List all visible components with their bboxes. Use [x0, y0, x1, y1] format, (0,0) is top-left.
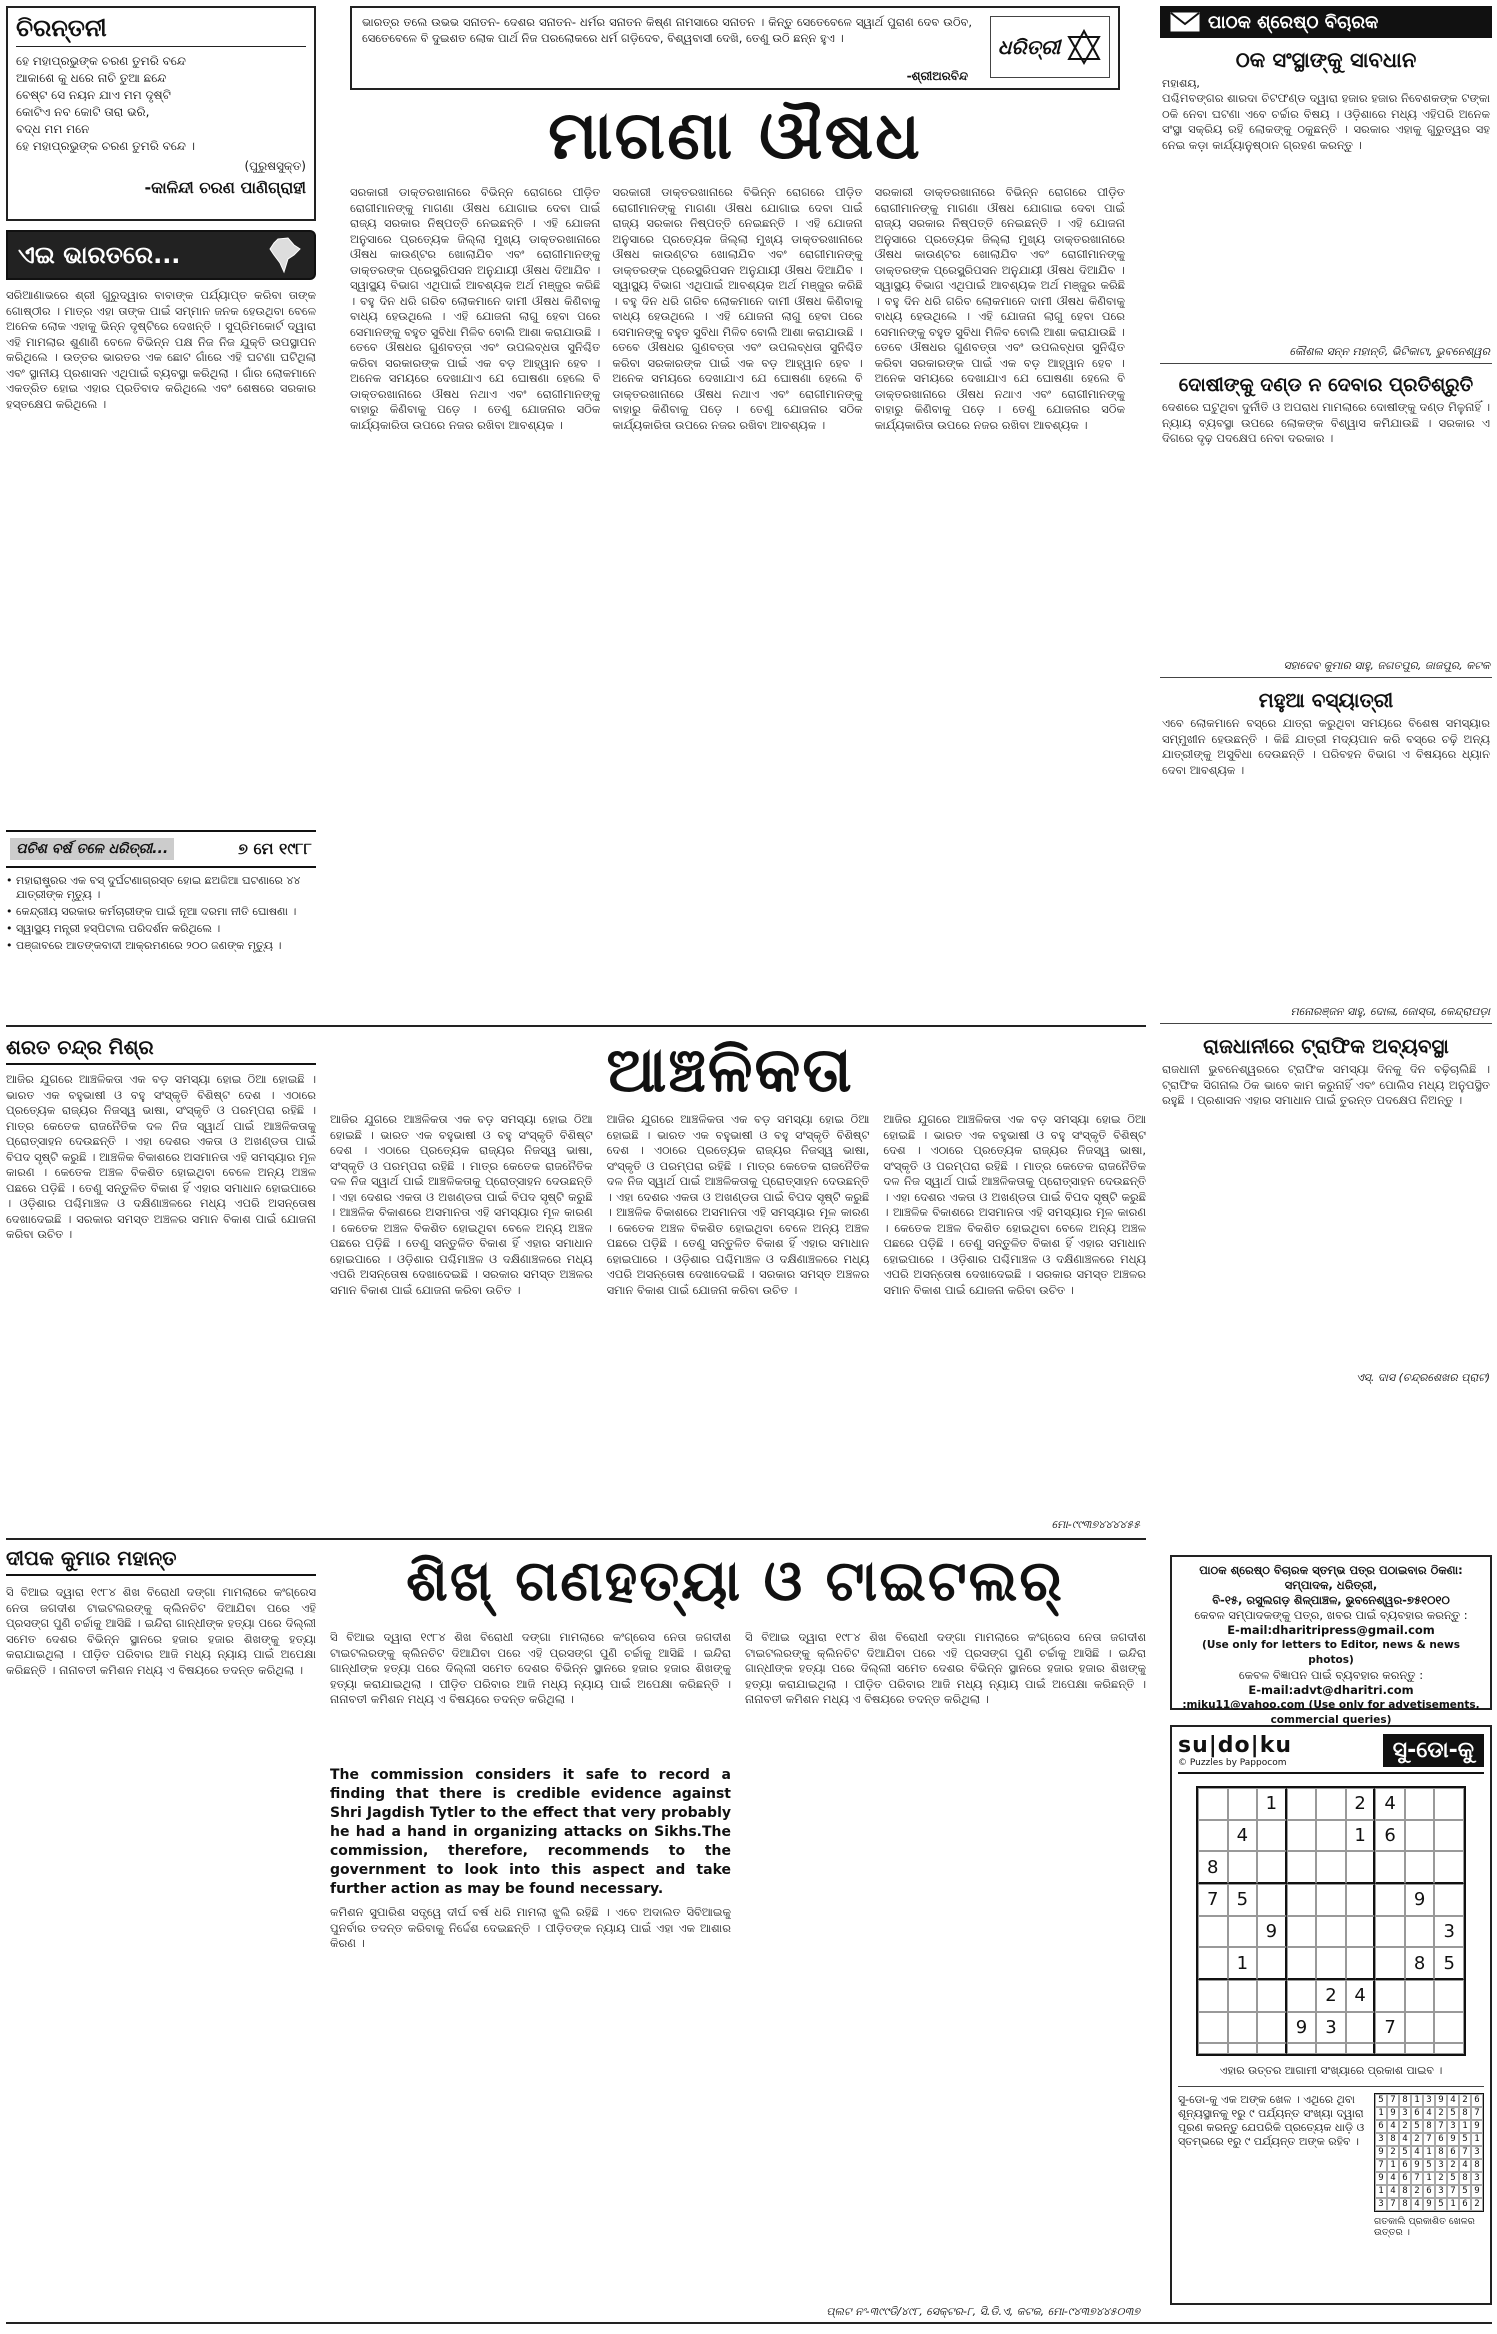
- solution-cell: 4: [1399, 2133, 1411, 2146]
- quote-author: -ଶ୍ରୀଅରବିନ୍ଦ: [906, 69, 968, 83]
- sudoku-cell[interactable]: [1257, 1884, 1287, 1916]
- ei-bharatare-body: ସରିଆଣାଭରେ ଶ୍ରୀ ଗୁରୁଦ୍ୱାର ବାବାଙ୍କ ପର୍ଯ୍ୟାପ୍ତ କରିବା ତାଙ୍କ ଗୋଷ୍ଠୀର । ମାତ୍ର ଏହା ତାଙ୍କ ପାଇଁ ସମ୍ମାନ ଜନକ ହେଉଥିବା ବେଳେ ଅନେକ ଲୋକ ଏହାକୁ ଭିନ୍ନ ଦୃଷ୍ଟିରେ ଦେଖନ୍ତି । ସୁପ୍ରିମକୋର୍ଟ ଦ୍ୱାରା ଏହି ମାମଲାର ଶୁଣାଣି ବେଳେ ବିଭିନ୍ନ ପକ୍ଷ ନିଜ ନିଜ ଯୁକ୍ତି ଉପସ୍ଥାପନ କରିଥିଲେ । ଉତ୍ତର ଭାରତର ଏକ ଛୋଟ ଗାଁରେ ଏହି ଘଟଣା ଘଟିଥିଲା ଏବଂ ସ୍ଥାନୀୟ ପ୍ରଶାସନ ଏଥିପାଇଁ ବ୍ୟବସ୍ଥା କରିଥିଲା । ଗାଁର ଲୋକମାନେ ଏକତ୍ରିତ ହୋଇ ଏହାର ପ୍ରତିବାଦ କରିଥିଲେ ଏବଂ ଶେଷରେ ସରକାର ହସ୍ତକ୍ଷେପ କରିଥିଲେ ।: [6, 288, 316, 411]
- sudoku-cell[interactable]: [1316, 1884, 1346, 1916]
- sudoku-cell[interactable]: [1375, 1980, 1405, 2012]
- solution-cell: 5: [1375, 2094, 1387, 2107]
- solution-cell: 1: [1423, 2172, 1435, 2185]
- chirantani-author: -କାଳିନ୍ଦୀ ଚରଣ ପାଣିଗ୍ରାହୀ: [144, 178, 306, 197]
- sudoku-cell[interactable]: [1405, 1980, 1435, 2012]
- poem-line: ଆକାଶେ କୁ ଧରେ ନାଚି ତୁଆ ଛନ୍ଦେ: [16, 71, 167, 85]
- sudoku-cell[interactable]: [1198, 1980, 1228, 2012]
- letter-body: ପଶ୍ଚିମବଙ୍ଗର ଶାରଦା ଚିଟଫଣ୍ଡ ଦ୍ୱାରା ହଜାର ହଜାର ନିବେଶକଙ୍କ ଟଙ୍କା ଠକି ନେବା ଘଟଣା ଏବେ ଚର୍ଚ୍ଚାର ବିଷୟ । ଓଡ଼ିଶାରେ ମଧ୍ୟ ଏହିପରି ଅନେକ ସଂସ୍ଥା ସକ୍ରିୟ ରହି ଲୋକଙ୍କୁ ଠକୁଛନ୍ତି । ସରକାର ଏହାକୁ ଗୁରୁତ୍ୱର ସହ ନେଇ କଡ଼ା କାର୍ଯ୍ୟାନୁଷ୍ଠାନ ଗ୍ରହଣ କରନ୍ତୁ ।: [1162, 91, 1490, 152]
- sudoku-cell[interactable]: 5: [1228, 1884, 1258, 1916]
- list-item: • କେନ୍ଦ୍ରୀୟ ସରକାର କର୍ମଚାରୀଙ୍କ ପାଇଁ ନୂଆ ଦରମା ନୀତି ଘୋଷଣା ।: [6, 905, 316, 919]
- quote-box: [350, 6, 1120, 90]
- solution-cell: 5: [1459, 2133, 1471, 2146]
- sudoku-cell[interactable]: [1405, 1820, 1435, 1852]
- sudoku-cell[interactable]: 8: [1405, 1947, 1435, 1980]
- solution-cell: 7: [1471, 2107, 1483, 2120]
- article-column: ଆଜିର ଯୁଗରେ ଆଞ୍ଚଳିକତା ଏକ ବଡ଼ ସମସ୍ୟା ହୋଇ ଠିଆ ହୋଇଛି । ଭାରତ ଏକ ବହୁଭାଷୀ ଓ ବହୁ ସଂସ୍କୃତି ବିଶିଷ୍ଟ ଦେଶ । ଏଠାରେ ପ୍ରତ୍ୟେକ ରାଜ୍ୟର ନିଜସ୍ୱ ଭାଷା, ସଂସ୍କୃତି ଓ ପରମ୍ପରା ରହିଛି । ମାତ୍ର କେତେକ ରାଜନୈତିକ ଦଳ ନିଜ ସ୍ୱାର୍ଥ ପାଇଁ ଆଞ୍ଚଳିକତାକୁ ପ୍ରୋତ୍ସାହନ ଦେଉଛନ୍ତି । ଏହା ଦେଶର ଏକତା ଓ ଅଖଣ୍ଡତା ପାଇଁ ବିପଦ ସୃଷ୍ଟି କରୁଛି । ଆଞ୍ଚଳିକ ବିକାଶରେ ଅସମାନତା ଏହି ସମସ୍ୟାର ମୂଳ କାରଣ । କେତେକ ଅଞ୍ଚଳ ବିକଶିତ ହୋଇଥିବା ବେଳେ ଅନ୍ୟ ଅଞ୍ଚଳ ପଛରେ ପଡ଼ିଛି । ତେଣୁ ସନ୍ତୁଳିତ ବିକାଶ ହିଁ ଏହାର ସମାଧାନ ହୋଇପାରେ । ଓଡ଼ିଶାର ପଶ୍ଚିମାଞ୍ଚଳ ଓ ଦକ୍ଷିଣାଞ୍ଚଳରେ ମଧ୍ୟ ଏପରି ଅସନ୍ତୋଷ ଦେଖାଦେଇଛି । ସରକାର ସମସ୍ତ ଅଞ୍ଚଳର ସମାନ ବିକାଶ ପାଇଁ ଯୋଜନା କରିବା ଉଚିତ ।: [330, 1112, 593, 1297]
- solution-cell: 4: [1387, 2185, 1399, 2198]
- solution-cell: 6: [1411, 2107, 1423, 2120]
- sudoku-cell[interactable]: [1198, 2012, 1228, 2044]
- article-column: ସରକାରୀ ଡାକ୍ତରଖାନାରେ ବିଭିନ୍ନ ରୋଗରେ ପୀଡ଼ିତ ରୋଗୀମାନଙ୍କୁ ମାଗଣା ଔଷଧ ଯୋଗାଇ ଦେବା ପାଇଁ ରାଜ୍ୟ ସରକାର ନିଷ୍ପତ୍ତି ନେଇଛନ୍ତି । ଏହି ଯୋଜନା ଅନୁସାରେ ପ୍ରତ୍ୟେକ ଜିଲ୍ଲା ମୁଖ୍ୟ ଡାକ୍ତରଖାନାରେ ଔଷଧ କାଉଣ୍ଟର ଖୋଲାଯିବ ଏବଂ ରୋଗୀମାନଙ୍କୁ ଡାକ୍ତରଙ୍କ ପ୍ରେସ୍କ୍ରିପସନ ଅନୁଯାୟୀ ଔଷଧ ଦିଆଯିବ । ସ୍ୱାସ୍ଥ୍ୟ ବିଭାଗ ଏଥିପାଇଁ ଆବଶ୍ୟକ ଅର୍ଥ ମଞ୍ଜୁର କରିଛି । ବହୁ ଦିନ ଧରି ଗରିବ ଲୋକମାନେ ଦାମୀ ଔଷଧ କିଣିବାକୁ ବାଧ୍ୟ ହେଉଥିଲେ । ଏହି ଯୋଜନା ଲାଗୁ ହେବା ପରେ ସେମାନଙ୍କୁ ବହୁତ ସୁବିଧା ମିଳିବ ବୋଲି ଆଶା କରାଯାଉଛି । ତେବେ ଔଷଧର ଗୁଣବତ୍ତା ଏବଂ ଉପଲବ୍ଧତା ସୁନିଶ୍ଚିତ କରିବା ସରକାରଙ୍କ ପାଇଁ ଏକ ବଡ଼ ଆହ୍ୱାନ ହେବ । ଅନେକ ସମୟରେ ଦେଖାଯାଏ ଯେ ଘୋଷଣା ହେଲେ ବି ଡାକ୍ତରଖାନାରେ ଔଷଧ ନଥାଏ ଏବଂ ରୋଗୀମାନଙ୍କୁ ବାହାରୁ କିଣିବାକୁ ପଡ଼େ । ତେଣୁ ଯୋଜନାର ସଠିକ କାର୍ଯ୍ୟକାରିତା ଉପରେ ନଜର ରଖିବା ଆବଶ୍ୟକ ।: [350, 185, 601, 432]
- sudoku-rules: ସୁ-ଡୋ-କୁ ଏକ ଅଙ୍କ ଖେଳ । ଏଥିରେ ଥିବା ଶୂନ୍ୟସ୍ଥାନକୁ ୧ରୁ ୯ ପର୍ଯ୍ୟନ୍ତ ସଂଖ୍ୟା ଦ୍ୱାରା ପୂରଣ କରନ୍ତୁ ଯେପରିକି ପ୍ରତ୍ୟେକ ଧାଡ଼ି ଓ ସ୍ତମ୍ଭରେ ୧ରୁ ୯ ପର୍ଯ୍ୟନ୍ତ ଅଙ୍କ ରହିବ ।: [1178, 2093, 1365, 2148]
- sudoku-cell[interactable]: [1287, 1916, 1317, 1948]
- solution-cell: 3: [1375, 2133, 1387, 2146]
- solution-cell: 4: [1459, 2159, 1471, 2172]
- sudoku-cell[interactable]: [1316, 1788, 1346, 1820]
- quote-text: ଭାରତ୍ର ତଲେ ଉଭଭ ସନାତନ- ଦେଶର ସନାତନ- ଧର୍ମର ସନାତନ କିଷ୍ଣ ନାମସାରେ ସନାତନ । କିନ୍ତୁ ସେତେବେଳେ ସ୍ୱାର୍ଥ ପୁରାଣ ଦେବ ଉଠିବ, ସେତେବେଳେ ବି ଦୁଇଶତ ଲୋକ ପାର୍ଥ ନିଜ ପରଲୋକରେ ଧର୍ମ ଗଡ଼ିଦେବ, ବିଶ୍ୱବାସୀ ଦେଖି, ତେଣୁ ଉଠି ଛନ୍ନ ହୁଏ ।: [362, 15, 972, 45]
- sudoku-cell[interactable]: [1346, 1916, 1376, 1948]
- section-divider: [6, 1025, 1146, 1027]
- anchalikata-headline: ଆଞ୍ଚଳିକତା: [606, 1033, 854, 1106]
- solution-cell: 2: [1471, 2198, 1483, 2211]
- sudoku-cell[interactable]: 1: [1257, 1788, 1287, 1820]
- list-item: • ପଞ୍ଜାବରେ ଆତଙ୍କବାଦୀ ଆକ୍ରମଣରେ ୨୦୦ ଜଣଙ୍କ ମୃତ୍ୟୁ ।: [6, 939, 316, 953]
- solution-cell: 3: [1435, 2185, 1447, 2198]
- sudoku-cell[interactable]: [1257, 1820, 1287, 1852]
- letter-salutation: ମହାଶୟ,: [1162, 77, 1200, 90]
- article-column: କମିଶନ ସୁପାରିଶ ସତ୍ତ୍ୱେ ଦୀର୍ଘ ବର୍ଷ ଧରି ମାମଲା ଝୁଲି ରହିଛି । ଏବେ ଅଦାଲତ ସିବିଆଇକୁ ପୁନର୍ବାର ତଦନ୍ତ କରିବାକୁ ନିର୍ଦ୍ଦେଶ ଦେଇଛନ୍ତି । ପୀଡ଼ିତଙ୍କ ନ୍ୟାୟ ପାଇଁ ଏହା ଏକ ଆଶାର କିରଣ ।: [330, 1905, 731, 1950]
- solution-cell: 6: [1399, 2159, 1411, 2172]
- main-headline: ମାଗଣା ଔଷଧ: [548, 97, 922, 174]
- sudoku-cell[interactable]: [1346, 2043, 1376, 2054]
- sudoku-cell[interactable]: 6: [1375, 1820, 1405, 1852]
- sudoku-cell[interactable]: [1375, 1851, 1405, 1884]
- solution-cell: 6: [1459, 2198, 1471, 2211]
- sudoku-header: [1178, 1733, 1484, 1774]
- sudoku-cell[interactable]: [1316, 1851, 1346, 1884]
- solution-cell: 6: [1471, 2094, 1483, 2107]
- section-divider: [6, 1538, 1146, 1540]
- letter-block: [1160, 38, 1492, 363]
- solution-cell: 5: [1399, 2146, 1411, 2159]
- english-quote: The commission considers it safe to record a finding that there is credible evidence against Shri Jagdish Tytler to the effect that very probably he had a hand in organizing attacks on Sikhs.The commission, therefore, recommends to the government to look into this aspect and take further action as may be found necessary.: [330, 1767, 731, 1897]
- sudoku-cell[interactable]: [1405, 2043, 1435, 2054]
- magana-body: [350, 185, 1125, 1020]
- address-line: କେବଳ ସମ୍ପାଦକଙ୍କୁ ପତ୍ର, ଖବର ପାଇଁ ବ୍ୟବହାର କରନ୍ତୁ :: [1194, 1608, 1468, 1622]
- sudoku-cell[interactable]: [1405, 1851, 1435, 1884]
- solution-cell: 4: [1423, 2107, 1435, 2120]
- panchisha-date: ୭ ମେ ୧୯୮୮: [238, 839, 312, 858]
- address-line: ସମ୍ପାଦକ, ଧରିତ୍ରୀ,: [1284, 1578, 1378, 1592]
- solution-cell: 1: [1387, 2159, 1399, 2172]
- sudoku-cell[interactable]: 2: [1346, 1788, 1376, 1820]
- sudoku-cell[interactable]: 7: [1375, 2012, 1405, 2044]
- sudoku-cell[interactable]: 4: [1346, 1980, 1376, 2012]
- solution-cell: 8: [1387, 2133, 1399, 2146]
- solution-cell: 6: [1423, 2185, 1435, 2198]
- solution-cell: 6: [1375, 2120, 1387, 2133]
- sudoku-grid: [1196, 1786, 1466, 2056]
- panchisha-list: [6, 874, 316, 953]
- sudoku-cell[interactable]: [1198, 1947, 1228, 1980]
- sudoku-cell[interactable]: [1346, 1884, 1376, 1916]
- envelope-icon: [1170, 12, 1200, 32]
- sudoku-cell[interactable]: [1434, 1980, 1464, 2012]
- ei-bharatare-ribbon: [6, 230, 316, 280]
- solution-cell: 9: [1375, 2146, 1387, 2159]
- solution-cell: 3: [1447, 2120, 1459, 2133]
- sudoku-cell[interactable]: 4: [1375, 1788, 1405, 1820]
- solution-cell: 7: [1387, 2198, 1399, 2211]
- solution-cell: 7: [1411, 2172, 1423, 2185]
- sudoku-cell[interactable]: [1405, 1788, 1435, 1820]
- letter-author: ମନୋରଞ୍ଜନ ସାହୁ, ଦୋଳା, ଜୋସ୍ତା, କେନ୍ଦ୍ରାପଡ଼ା: [1290, 1005, 1490, 1018]
- sudoku-cell[interactable]: [1434, 2043, 1464, 2054]
- sudoku-box: [1170, 1725, 1492, 2305]
- panchisha-label: ପଚିଶ ବର୍ଷ ତଳେ ଧରିତ୍ରୀ...: [10, 838, 174, 860]
- article-column: ସରକାରୀ ଡାକ୍ତରଖାନାରେ ବିଭିନ୍ନ ରୋଗରେ ପୀଡ଼ିତ ରୋଗୀମାନଙ୍କୁ ମାଗଣା ଔଷଧ ଯୋଗାଇ ଦେବା ପାଇଁ ରାଜ୍ୟ ସରକାର ନିଷ୍ପତ୍ତି ନେଇଛନ୍ତି । ଏହି ଯୋଜନା ଅନୁସାରେ ପ୍ରତ୍ୟେକ ଜିଲ୍ଲା ମୁଖ୍ୟ ଡାକ୍ତରଖାନାରେ ଔଷଧ କାଉଣ୍ଟର ଖୋଲାଯିବ ଏବଂ ରୋଗୀମାନଙ୍କୁ ଡାକ୍ତରଙ୍କ ପ୍ରେସ୍କ୍ରିପସନ ଅନୁଯାୟୀ ଔଷଧ ଦିଆଯିବ । ସ୍ୱାସ୍ଥ୍ୟ ବିଭାଗ ଏଥିପାଇଁ ଆବଶ୍ୟକ ଅର୍ଥ ମଞ୍ଜୁର କରିଛି । ବହୁ ଦିନ ଧରି ଗରିବ ଲୋକମାନେ ଦାମୀ ଔଷଧ କିଣିବାକୁ ବାଧ୍ୟ ହେଉଥିଲେ । ଏହି ଯୋଜନା ଲାଗୁ ହେବା ପରେ ସେମାନଙ୍କୁ ବହୁତ ସୁବିଧା ମିଳିବ ବୋଲି ଆଶା କରାଯାଉଛି । ତେବେ ଔଷଧର ଗୁଣବତ୍ତା ଏବଂ ଉପଲବ୍ଧତା ସୁନିଶ୍ଚିତ କରିବା ସରକାରଙ୍କ ପାଇଁ ଏକ ବଡ଼ ଆହ୍ୱାନ ହେବ । ଅନେକ ସମୟରେ ଦେଖାଯାଏ ଯେ ଘୋଷଣା ହେଲେ ବି ଡାକ୍ତରଖାନାରେ ଔଷଧ ନଥାଏ ଏବଂ ରୋଗୀମାନଙ୍କୁ ବାହାରୁ କିଣିବାକୁ ପଡ଼େ । ତେଣୁ ଯୋଜନାର ସଠିକ କାର୍ଯ୍ୟକାରିତା ଉପରେ ନଜର ରଖିବା ଆବଶ୍ୟକ ।: [874, 185, 1125, 432]
- sudoku-cell[interactable]: 4: [1228, 1820, 1258, 1852]
- sudoku-cell[interactable]: [1434, 1851, 1464, 1884]
- sudoku-cell[interactable]: [1346, 1947, 1376, 1980]
- solution-cell: 3: [1435, 2159, 1447, 2172]
- solution-cell: 7: [1375, 2159, 1387, 2172]
- sudoku-cell[interactable]: [1287, 2043, 1317, 2054]
- sudoku-cell[interactable]: [1257, 2043, 1287, 2054]
- sudoku-cell[interactable]: 5: [1434, 1947, 1464, 1980]
- chirantani-title: ଚିରନ୍ତନୀ: [16, 14, 306, 47]
- address-line: କେବଳ ବିଜ୍ଞାପନ ପାଇଁ ବ୍ୟବହାର କରନ୍ତୁ :: [1238, 1668, 1424, 1682]
- solution-cell: 9: [1471, 2120, 1483, 2133]
- paper-logo: [990, 16, 1110, 78]
- solution-cell: 5: [1435, 2198, 1447, 2211]
- solution-cell: 3: [1471, 2172, 1483, 2185]
- solution-cell: 3: [1471, 2146, 1483, 2159]
- solution-cell: 2: [1447, 2159, 1459, 2172]
- sudoku-cell[interactable]: 3: [1316, 2012, 1346, 2044]
- article-column: ସି ବିଆଇ ଦ୍ୱାରା ୧୯୮୪ ଶିଖ ବିରୋଧୀ ଦଙ୍ଗା ମାମଲାରେ କଂଗ୍ରେସ ନେତା ଜଗଦୀଶ ଟାଇଟଲରଙ୍କୁ କ୍ଲିନଚିଟ ଦିଆଯିବା ପରେ ଏହି ପ୍ରସଙ୍ଗ ପୁଣି ଚର୍ଚ୍ଚାକୁ ଆସିଛି । ଇନ୍ଦିରା ଗାନ୍ଧୀଙ୍କ ହତ୍ୟା ପରେ ଦିଲ୍ଲୀ ସମେତ ଦେଶର ବିଭିନ୍ନ ସ୍ଥାନରେ ହଜାର ହଜାର ଶିଖଙ୍କୁ ହତ୍ୟା କରାଯାଇଥିଲା । ପୀଡ଼ିତ ପରିବାର ଆଜି ମଧ୍ୟ ନ୍ୟାୟ ପାଇଁ ଅପେକ୍ଷା କରିଛନ୍ତି । ନାନାବତୀ କମିଶନ ମଧ୍ୟ ଏ ବିଷୟରେ ତଦନ୍ତ କରିଥିଲା ।: [330, 1630, 731, 1706]
- address-heading: ପାଠକ ଶ୍ରେଷ୍ଠ ବିଚାରକ ସ୍ତମ୍ଭ ପତ୍ର ପଠାଇବାର ଠିକଣା:: [1199, 1563, 1463, 1577]
- sudoku-cell[interactable]: [1375, 2043, 1405, 2054]
- article-column: ସି ବିଆଇ ଦ୍ୱାରା ୧୯୮୪ ଶିଖ ବିରୋଧୀ ଦଙ୍ଗା ମାମଲାରେ କଂଗ୍ରେସ ନେତା ଜଗଦୀଶ ଟାଇଟଲରଙ୍କୁ କ୍ଲିନଚିଟ ଦିଆଯିବା ପରେ ଏହି ପ୍ରସଙ୍ଗ ପୁଣି ଚର୍ଚ୍ଚାକୁ ଆସିଛି । ଇନ୍ଦିରା ଗାନ୍ଧୀଙ୍କ ହତ୍ୟା ପରେ ଦିଲ୍ଲୀ ସମେତ ଦେଶର ବିଭିନ୍ନ ସ୍ଥାନରେ ହଜାର ହଜାର ଶିଖଙ୍କୁ ହତ୍ୟା କରାଯାଇଥିଲା । ପୀଡ଼ିତ ପରିବାର ଆଜି ମଧ୍ୟ ନ୍ୟାୟ ପାଇଁ ଅପେକ୍ଷା କରିଛନ୍ତି । ନାନାବତୀ କମିଶନ ମଧ୍ୟ ଏ ବିଷୟରେ ତଦନ୍ତ କରିଥିଲା ।: [745, 1630, 1146, 1706]
- sudoku-cell[interactable]: [1228, 1980, 1258, 2012]
- sudoku-cell[interactable]: [1316, 2043, 1346, 2054]
- solution-cell: 3: [1423, 2094, 1435, 2107]
- sikh-contact: ପ୍ଲଟ ନଂ-୩୯୯ଡି/୪୯୮, ସେକ୍ଟର-୮, ସି.ଡି.ଏ, କଟକ, ମୋ-୯୪୩୭୪୪୫୦୩୭: [826, 2305, 1140, 2318]
- editor-email-link[interactable]: E-mail:dharitripress@gmail.com: [1227, 1623, 1435, 1637]
- sikh-body: [6, 1585, 1146, 2300]
- sikh-author: ଦୀପକ କୁମାର ମହାନ୍ତ: [6, 1546, 316, 1576]
- chirantani-box: [6, 6, 316, 221]
- sudoku-answer-note: ଏହାର ଉତ୍ତର ଆଗାମୀ ସଂଖ୍ୟାରେ ପ୍ରକାଶ ପାଇବ ।: [1219, 2064, 1443, 2077]
- solution-cell: 2: [1411, 2133, 1423, 2146]
- letter-author: ସହାଦେବ କୁମାର ସାହୁ, ଜଗତପୁର, ଜାଜପୁର, କଟକ: [1283, 659, 1490, 672]
- sudoku-cell[interactable]: 8: [1198, 1851, 1228, 1884]
- sudoku-cell[interactable]: [1287, 1851, 1317, 1884]
- anchalikata-author: ଶରତ ଚନ୍ଦ୍ର ମିଶ୍ର: [6, 1035, 316, 1065]
- sudoku-bottom: [1178, 2086, 1484, 2253]
- solution-cell: 2: [1435, 2107, 1447, 2120]
- solution-cell: 9: [1387, 2107, 1399, 2120]
- solution-cell: 1: [1423, 2146, 1435, 2159]
- letter-heading: ଦୋଷୀଙ୍କୁ ଦଣ୍ଡ ନ ଦେବାର ପ୍ରତିଶ୍ରୁତି: [1178, 374, 1474, 396]
- solution-cell: 5: [1411, 2120, 1423, 2133]
- list-item: • ମହାରାଷ୍ଟ୍ରର ଏକ ବସ୍ ଦୁର୍ଘଟଣାଗ୍ରସ୍ତ ହୋଇ ଛଅଜିଆ ଘଟଣାରେ ୪୪ ଯାତ୍ରୀଙ୍କ ମୃତ୍ୟୁ ।: [6, 874, 316, 902]
- article-column: ଆଜିର ଯୁଗରେ ଆଞ୍ଚଳିକତା ଏକ ବଡ଼ ସମସ୍ୟା ହୋଇ ଠିଆ ହୋଇଛି । ଭାରତ ଏକ ବହୁଭାଷୀ ଓ ବହୁ ସଂସ୍କୃତି ବିଶିଷ୍ଟ ଦେଶ । ଏଠାରେ ପ୍ରତ୍ୟେକ ରାଜ୍ୟର ନିଜସ୍ୱ ଭାଷା, ସଂସ୍କୃତି ଓ ପରମ୍ପରା ରହିଛି । ମାତ୍ର କେତେକ ରାଜନୈତିକ ଦଳ ନିଜ ସ୍ୱାର୍ଥ ପାଇଁ ଆଞ୍ଚଳିକତାକୁ ପ୍ରୋତ୍ସାହନ ଦେଉଛନ୍ତି । ଏହା ଦେଶର ଏକତା ଓ ଅଖଣ୍ଡତା ପାଇଁ ବିପଦ ସୃଷ୍ଟି କରୁଛି । ଆଞ୍ଚଳିକ ବିକାଶରେ ଅସମାନତା ଏହି ସମସ୍ୟାର ମୂଳ କାରଣ । କେତେକ ଅଞ୍ଚଳ ବିକଶିତ ହୋଇଥିବା ବେଳେ ଅନ୍ୟ ଅଞ୍ଚଳ ପଛରେ ପଡ଼ିଛି । ତେଣୁ ସନ୍ତୁଳିତ ବିକାଶ ହିଁ ଏହାର ସମାଧାନ ହୋଇପାରେ । ଓଡ଼ିଶାର ପଶ୍ଚିମାଞ୍ଚଳ ଓ ଦକ୍ଷିଣାଞ୍ଚଳରେ ମଧ୍ୟ ଏପରି ଅସନ୍ତୋଷ ଦେଖାଦେଇଛି । ସରକାର ସମସ୍ତ ଅଞ୍ଚଳର ସମାନ ବିକାଶ ପାଇଁ ଯୋଜନା କରିବା ଉଚିତ ।: [883, 1112, 1147, 1297]
- sudoku-cell[interactable]: [1434, 1820, 1464, 1852]
- letter-author: କୌଶଲ ସନ୍ନ ମହାନ୍ତି, ଭିଟିକାଟା, ଭୁବନେଶ୍ୱର: [1289, 345, 1490, 358]
- ei-bharatare-section: [6, 230, 316, 1020]
- solution-grid: [1374, 2093, 1484, 2212]
- sudoku-cell[interactable]: [1257, 1980, 1287, 2012]
- sudoku-cell[interactable]: [1316, 1916, 1346, 1948]
- letter-block: [1160, 1023, 1492, 1389]
- solution-cell: 8: [1399, 2198, 1411, 2211]
- sudoku-brand-sub: © Puzzles by Pappocom: [1178, 1758, 1287, 1768]
- letter-heading: ରାଜଧାନୀରେ ଟ୍ରାଫିକ ଅବ୍ୟବସ୍ଥା: [1203, 1034, 1449, 1058]
- solution-cell: 3: [1399, 2107, 1411, 2120]
- star-logo-icon: [1066, 29, 1102, 65]
- pathaka-title: ପାଠକ ଶ୍ରେଷ୍ଠ ବିଚାରକ: [1208, 11, 1379, 33]
- sudoku-brand-block: [1178, 1733, 1292, 1768]
- solution-cell: 1: [1471, 2133, 1483, 2146]
- poem-line: ବେଷ୍ଟ ସେ ନୟନ ଯାଏ ମମ ଦୃଷ୍ଟି: [16, 88, 171, 102]
- solution-cell: 9: [1447, 2133, 1459, 2146]
- sudoku-cell[interactable]: [1405, 1916, 1435, 1948]
- sudoku-cell[interactable]: [1257, 1851, 1287, 1884]
- solution-block: [1374, 2093, 1484, 2253]
- solution-cell: 3: [1375, 2198, 1387, 2211]
- article-column: ସି ବିଆଇ ଦ୍ୱାରା ୧୯୮୪ ଶିଖ ବିରୋଧୀ ଦଙ୍ଗା ମାମଲାରେ କଂଗ୍ରେସ ନେତା ଜଗଦୀଶ ଟାଇଟଲରଙ୍କୁ କ୍ଲିନଚିଟ ଦିଆଯିବା ପରେ ଏହି ପ୍ରସଙ୍ଗ ପୁଣି ଚର୍ଚ୍ଚାକୁ ଆସିଛି । ଇନ୍ଦିରା ଗାନ୍ଧୀଙ୍କ ହତ୍ୟା ପରେ ଦିଲ୍ଲୀ ସମେତ ଦେଶର ବିଭିନ୍ନ ସ୍ଥାନରେ ହଜାର ହଜାର ଶିଖଙ୍କୁ ହତ୍ୟା କରାଯାଇଥିଲା । ପୀଡ଼ିତ ପରିବାର ଆଜି ମଧ୍ୟ ନ୍ୟାୟ ପାଇଁ ଅପେକ୍ଷା କରିଛନ୍ତି । ନାନାବତୀ କମିଶନ ମଧ୍ୟ ଏ ବିଷୟରେ ତଦନ୍ତ କରିଥିଲା ।: [6, 1585, 316, 1677]
- solution-cell: 9: [1411, 2159, 1423, 2172]
- sudoku-cell[interactable]: [1346, 2012, 1376, 2044]
- solution-cell: 9: [1423, 2198, 1435, 2211]
- letter-heading: ମହୁଆ ବସ୍ୟାତ୍ରୀ: [1258, 688, 1394, 712]
- letter-author: ଏସ୍. ଦାସ (ଚନ୍ଦ୍ରଶେଖର ପ୍ରାଟ): [1355, 1371, 1490, 1384]
- panchisha-barsha-box: [6, 830, 316, 868]
- sudoku-cell[interactable]: [1228, 1788, 1258, 1820]
- solution-cell: 4: [1387, 2120, 1399, 2133]
- solution-cell: 5: [1423, 2159, 1435, 2172]
- sudoku-cell[interactable]: [1316, 1947, 1346, 1980]
- solution-cell: 1: [1459, 2120, 1471, 2133]
- sudoku-cell[interactable]: 9: [1405, 1884, 1435, 1916]
- solution-cell: 1: [1447, 2198, 1459, 2211]
- pathaka-bichara-column: [1160, 6, 1492, 1566]
- solution-cell: 1: [1375, 2107, 1387, 2120]
- article-column: ଆଜିର ଯୁଗରେ ଆଞ୍ଚଳିକତା ଏକ ବଡ଼ ସମସ୍ୟା ହୋଇ ଠିଆ ହୋଇଛି । ଭାରତ ଏକ ବହୁଭାଷୀ ଓ ବହୁ ସଂସ୍କୃତି ବିଶିଷ୍ଟ ଦେଶ । ଏଠାରେ ପ୍ରତ୍ୟେକ ରାଜ୍ୟର ନିଜସ୍ୱ ଭାଷା, ସଂସ୍କୃତି ଓ ପରମ୍ପରା ରହିଛି । ମାତ୍ର କେତେକ ରାଜନୈତିକ ଦଳ ନିଜ ସ୍ୱାର୍ଥ ପାଇଁ ଆଞ୍ଚଳିକତାକୁ ପ୍ରୋତ୍ସାହନ ଦେଉଛନ୍ତି । ଏହା ଦେଶର ଏକତା ଓ ଅଖଣ୍ଡତା ପାଇଁ ବିପଦ ସୃଷ୍ଟି କରୁଛି । ଆଞ୍ଚଳିକ ବିକାଶରେ ଅସମାନତା ଏହି ସମସ୍ୟାର ମୂଳ କାରଣ । କେତେକ ଅଞ୍ଚଳ ବିକଶିତ ହୋଇଥିବା ବେଳେ ଅନ୍ୟ ଅଞ୍ଚଳ ପଛରେ ପଡ଼ିଛି । ତେଣୁ ସନ୍ତୁଳିତ ବିକାଶ ହିଁ ଏହାର ସମାଧାନ ହୋଇପାରେ । ଓଡ଼ିଶାର ପଶ୍ଚିମାଞ୍ଚଳ ଓ ଦକ୍ଷିଣାଞ୍ଚଳରେ ମଧ୍ୟ ଏପରି ଅସନ୍ତୋଷ ଦେଖାଦେଇଛି । ସରକାର ସମସ୍ତ ଅଞ୍ଚଳର ସମାନ ବିକାଶ ପାଇଁ ଯୋଜନା କରିବା ଉଚିତ ।: [6, 1072, 316, 1241]
- poem-line: ହେ ମହାପ୍ରଭୁଙ୍କ ଚରଣ ତୁମରି ବନ୍ଦେ: [16, 54, 186, 68]
- solution-caption: ଗତକାଲି ପ୍ରକାଶିତ ଖେଳର ଉତ୍ତର ।: [1374, 2216, 1475, 2238]
- pathaka-header: [1160, 6, 1492, 38]
- advt-email-link[interactable]: E-mail:advt@dharitri.com: [1248, 1683, 1414, 1697]
- sudoku-cell[interactable]: [1375, 1916, 1405, 1948]
- sudoku-cell[interactable]: [1434, 1884, 1464, 1916]
- solution-cell: 5: [1447, 2107, 1459, 2120]
- letter-body: ଦେଶରେ ଘଟୁଥିବା ଦୁର୍ନୀତି ଓ ଅପରାଧ ମାମଲାରେ ଦୋଷୀଙ୍କୁ ଦଣ୍ଡ ମିଳୁନାହିଁ । ନ୍ୟାୟ ବ୍ୟବସ୍ଥା ଉପରେ ଲୋକଙ୍କ ବିଶ୍ୱାସ କମିଯାଉଛି । ସରକାର ଏ ଦିଗରେ ଦୃଢ଼ ପଦକ୍ଷେପ ନେବା ଦରକାର ।: [1162, 400, 1490, 445]
- sudoku-cell[interactable]: 3: [1434, 1916, 1464, 1948]
- page-bottom-rule: [6, 2322, 1492, 2324]
- sudoku-cell[interactable]: [1287, 1980, 1317, 2012]
- solution-cell: 6: [1447, 2146, 1459, 2159]
- sudoku-cell[interactable]: 2: [1316, 1980, 1346, 2012]
- solution-cell: 5: [1447, 2172, 1459, 2185]
- solution-cell: 4: [1447, 2094, 1459, 2107]
- article-column: ସରକାରୀ ଡାକ୍ତରଖାନାରେ ବିଭିନ୍ନ ରୋଗରେ ପୀଡ଼ିତ ରୋଗୀମାନଙ୍କୁ ମାଗଣା ଔଷଧ ଯୋଗାଇ ଦେବା ପାଇଁ ରାଜ୍ୟ ସରକାର ନିଷ୍ପତ୍ତି ନେଇଛନ୍ତି । ଏହି ଯୋଜନା ଅନୁସାରେ ପ୍ରତ୍ୟେକ ଜିଲ୍ଲା ମୁଖ୍ୟ ଡାକ୍ତରଖାନାରେ ଔଷଧ କାଉଣ୍ଟର ଖୋଲାଯିବ ଏବଂ ରୋଗୀମାନଙ୍କୁ ଡାକ୍ତରଙ୍କ ପ୍ରେସ୍କ୍ରିପସନ ଅନୁଯାୟୀ ଔଷଧ ଦିଆଯିବ । ସ୍ୱାସ୍ଥ୍ୟ ବିଭାଗ ଏଥିପାଇଁ ଆବଶ୍ୟକ ଅର୍ଥ ମଞ୍ଜୁର କରିଛି । ବହୁ ଦିନ ଧରି ଗରିବ ଲୋକମାନେ ଦାମୀ ଔଷଧ କିଣିବାକୁ ବାଧ୍ୟ ହେଉଥିଲେ । ଏହି ଯୋଜନା ଲାଗୁ ହେବା ପରେ ସେମାନଙ୍କୁ ବହୁତ ସୁବିଧା ମିଳିବ ବୋଲି ଆଶା କରାଯାଉଛି । ତେବେ ଔଷଧର ଗୁଣବତ୍ତା ଏବଂ ଉପଲବ୍ଧତା ସୁନିଶ୍ଚିତ କରିବା ସରକାରଙ୍କ ପାଇଁ ଏକ ବଡ଼ ଆହ୍ୱାନ ହେବ । ଅନେକ ସମୟରେ ଦେଖାଯାଏ ଯେ ଘୋଷଣା ହେଲେ ବି ଡାକ୍ତରଖାନାରେ ଔଷଧ ନଥାଏ ଏବଂ ରୋଗୀମାନଙ୍କୁ ବାହାରୁ କିଣିବାକୁ ପଡ଼େ । ତେଣୁ ଯୋଜନାର ସଠିକ କାର୍ଯ୍ୟକାରିତା ଉପରେ ନଜର ରଖିବା ଆବଶ୍ୟକ ।: [612, 185, 863, 432]
- solution-cell: 8: [1399, 2185, 1411, 2198]
- sudoku-cell[interactable]: [1287, 1947, 1317, 1980]
- solution-cell: 8: [1459, 2107, 1471, 2120]
- letter-heading: ଠକ ସଂସ୍ଥାଙ୍କୁ ସାବଧାନ: [1235, 48, 1417, 72]
- solution-cell: 2: [1435, 2172, 1447, 2185]
- solution-cell: 8: [1459, 2172, 1471, 2185]
- solution-cell: 2: [1387, 2146, 1399, 2159]
- sudoku-cell[interactable]: [1434, 1788, 1464, 1820]
- sudoku-cell[interactable]: [1257, 1947, 1287, 1980]
- solution-cell: 1: [1411, 2094, 1423, 2107]
- sudoku-cell[interactable]: 9: [1257, 1916, 1287, 1948]
- solution-cell: 5: [1459, 2185, 1471, 2198]
- solution-cell: 6: [1435, 2133, 1447, 2146]
- sudoku-cell[interactable]: 1: [1228, 1947, 1258, 1980]
- solution-cell: 7: [1387, 2094, 1399, 2107]
- chirantani-poem: [16, 53, 306, 155]
- sudoku-cell[interactable]: [1198, 1820, 1228, 1852]
- email-note: (Use only for letters to Editor, news & news photos): [1202, 1639, 1460, 1666]
- letter-body: ରାଜଧାନୀ ଭୁବନେଶ୍ୱରରେ ଟ୍ରାଫିକ ସମସ୍ୟା ଦିନକୁ ଦିନ ବଢ଼ିଚାଲିଛି । ଟ୍ରାଫିକ ସିଗନାଲ ଠିକ ଭାବେ କାମ କରୁନାହିଁ ଏବଂ ପୋଲିସ ମଧ୍ୟ ଅନୁପସ୍ଥିତ ରହୁଛି । ପ୍ରଶାସନ ଏହାର ସମାଧାନ ପାଇଁ ତୁରନ୍ତ ପଦକ୍ଷେପ ନିଅନ୍ତୁ ।: [1162, 1062, 1490, 1107]
- anchalikata-contact: ମୋ-୯୯୩୭୪୪୪୪୫୫: [1051, 1518, 1140, 1531]
- sudoku-cell[interactable]: [1257, 2012, 1287, 2044]
- advt-email-link-2[interactable]: :miku11@yahoo.com (Use only for advetisements, commercial queries): [1182, 1699, 1480, 1726]
- sudoku-cell[interactable]: [1228, 1851, 1258, 1884]
- solution-cell: 7: [1435, 2120, 1447, 2133]
- sudoku-cell[interactable]: [1228, 1916, 1258, 1948]
- solution-cell: 8: [1435, 2146, 1447, 2159]
- sudoku-cell[interactable]: [1287, 1884, 1317, 1916]
- sudoku-cell[interactable]: [1316, 1820, 1346, 1852]
- solution-cell: 1: [1375, 2185, 1387, 2198]
- solution-cell: 2: [1399, 2120, 1411, 2133]
- sikh-headline: ଶିଖ୍ ଗଣହତ୍ୟା ଓ ଟାଇଟଲର୍: [406, 1549, 1064, 1614]
- solution-cell: 9: [1471, 2185, 1483, 2198]
- solution-cell: 9: [1375, 2172, 1387, 2185]
- solution-cell: 8: [1399, 2094, 1411, 2107]
- logo-text: ଧରିତ୍ରୀ: [997, 35, 1061, 59]
- sudoku-cell[interactable]: [1228, 2012, 1258, 2044]
- sudoku-cell[interactable]: [1287, 1820, 1317, 1852]
- sudoku-cell[interactable]: 7: [1198, 1884, 1228, 1916]
- chirantani-source: (ପୁରୁଷସୁକ୍ତ): [244, 159, 306, 173]
- solution-cell: 8: [1423, 2120, 1435, 2133]
- letter-block: [1160, 677, 1492, 1023]
- letter-body: ଏବେ ଲୋକମାନେ ବସ୍ରେ ଯାତ୍ରା କରୁଥିବା ସମୟରେ ବିଶେଷ ସମସ୍ୟାର ସମ୍ମୁଖୀନ ହେଉଛନ୍ତି । କିଛି ଯାତ୍ରୀ ମଦ୍ୟପାନ କରି ବସ୍ରେ ଚଢ଼ି ଅନ୍ୟ ଯାତ୍ରୀଙ୍କୁ ଅସୁବିଧା ଦେଉଛନ୍ତି । ପରିବହନ ବିଭାଗ ଏ ବିଷୟରେ ଧ୍ୟାନ ଦେବା ଆବଶ୍ୟକ ।: [1162, 716, 1490, 777]
- address-box: [1170, 1555, 1492, 1726]
- solution-cell: 7: [1447, 2185, 1459, 2198]
- solution-cell: 4: [1387, 2172, 1399, 2185]
- poem-line: ହେ ମହାପ୍ରଭୁଙ୍କ ଚରଣ ତୁମରି ବନ୍ଦେ ।: [16, 139, 196, 153]
- letter-block: [1160, 363, 1492, 677]
- address-line: ବି-୧୫, ରସୁଲଗଡ଼ ଶିଳ୍ପାଞ୍ଚଳ, ଭୁବନେଶ୍ୱର-୭୫୧୦୧୦: [1212, 1593, 1450, 1607]
- sudoku-brand: su|do|ku: [1178, 1733, 1292, 1758]
- solution-cell: 4: [1411, 2198, 1423, 2211]
- poem-line: ବଦ୍ଧ ମମ ମନେ: [16, 122, 90, 136]
- poem-line: କୋଟିଏ ନବ କୋଟି ତାରା ଭରି,: [16, 105, 150, 119]
- solution-cell: 8: [1471, 2159, 1483, 2172]
- solution-cell: 7: [1423, 2133, 1435, 2146]
- sudoku-title: ସୁ-ଡୋ-କୁ: [1383, 1734, 1484, 1767]
- solution-cell: 4: [1411, 2146, 1423, 2159]
- sudoku-cell[interactable]: [1346, 1851, 1376, 1884]
- solution-cell: 2: [1411, 2185, 1423, 2198]
- ei-bharatare-title: ଏଇ ଭାରତରେ...: [18, 241, 181, 269]
- india-map-icon: [264, 235, 304, 275]
- solution-cell: 9: [1435, 2094, 1447, 2107]
- sudoku-cell[interactable]: [1198, 1916, 1228, 1948]
- sudoku-cell[interactable]: [1375, 1947, 1405, 1980]
- solution-cell: 7: [1459, 2146, 1471, 2159]
- sudoku-cell[interactable]: [1405, 2012, 1435, 2044]
- solution-cell: 6: [1399, 2172, 1411, 2185]
- sudoku-cell[interactable]: [1228, 2043, 1258, 2054]
- solution-cell: 2: [1459, 2094, 1471, 2107]
- list-item: • ସ୍ୱାସ୍ଥ୍ୟ ମନ୍ତ୍ରୀ ହସ୍ପିଟାଲ ପରିଦର୍ଶନ କରିଥିଲେ ।: [6, 922, 316, 936]
- sudoku-cell[interactable]: [1434, 2012, 1464, 2044]
- anchalikata-body: [6, 1072, 1146, 1512]
- sudoku-cell[interactable]: [1287, 1788, 1317, 1820]
- sudoku-cell[interactable]: 1: [1346, 1820, 1376, 1852]
- article-col-wrap: [330, 1630, 731, 2300]
- article-column: ଆଜିର ଯୁଗରେ ଆଞ୍ଚଳିକତା ଏକ ବଡ଼ ସମସ୍ୟା ହୋଇ ଠିଆ ହୋଇଛି । ଭାରତ ଏକ ବହୁଭାଷୀ ଓ ବହୁ ସଂସ୍କୃତି ବିଶିଷ୍ଟ ଦେଶ । ଏଠାରେ ପ୍ରତ୍ୟେକ ରାଜ୍ୟର ନିଜସ୍ୱ ଭାଷା, ସଂସ୍କୃତି ଓ ପରମ୍ପରା ରହିଛି । ମାତ୍ର କେତେକ ରାଜନୈତିକ ଦଳ ନିଜ ସ୍ୱାର୍ଥ ପାଇଁ ଆଞ୍ଚଳିକତାକୁ ପ୍ରୋତ୍ସାହନ ଦେଉଛନ୍ତି । ଏହା ଦେଶର ଏକତା ଓ ଅଖଣ୍ଡତା ପାଇଁ ବିପଦ ସୃଷ୍ଟି କରୁଛି । ଆଞ୍ଚଳିକ ବିକାଶରେ ଅସମାନତା ଏହି ସମସ୍ୟାର ମୂଳ କାରଣ । କେତେକ ଅଞ୍ଚଳ ବିକଶିତ ହୋଇଥିବା ବେଳେ ଅନ୍ୟ ଅଞ୍ଚଳ ପଛରେ ପଡ଼ିଛି । ତେଣୁ ସନ୍ତୁଳିତ ବିକାଶ ହିଁ ଏହାର ସମାଧାନ ହୋଇପାରେ । ଓଡ଼ିଶାର ପଶ୍ଚିମାଞ୍ଚଳ ଓ ଦକ୍ଷିଣାଞ୍ଚଳରେ ମଧ୍ୟ ଏପରି ଅସନ୍ତୋଷ ଦେଖାଦେଇଛି । ସରକାର ସମସ୍ତ ଅଞ୍ଚଳର ସମାନ ବିକାଶ ପାଇଁ ଯୋଜନା କରିବା ଉଚିତ ।: [606, 1112, 870, 1297]
- sudoku-cell[interactable]: 9: [1287, 2012, 1317, 2044]
- sudoku-cell[interactable]: [1198, 2043, 1228, 2054]
- sudoku-cell[interactable]: [1375, 1884, 1405, 1916]
- sudoku-cell[interactable]: [1198, 1788, 1228, 1820]
